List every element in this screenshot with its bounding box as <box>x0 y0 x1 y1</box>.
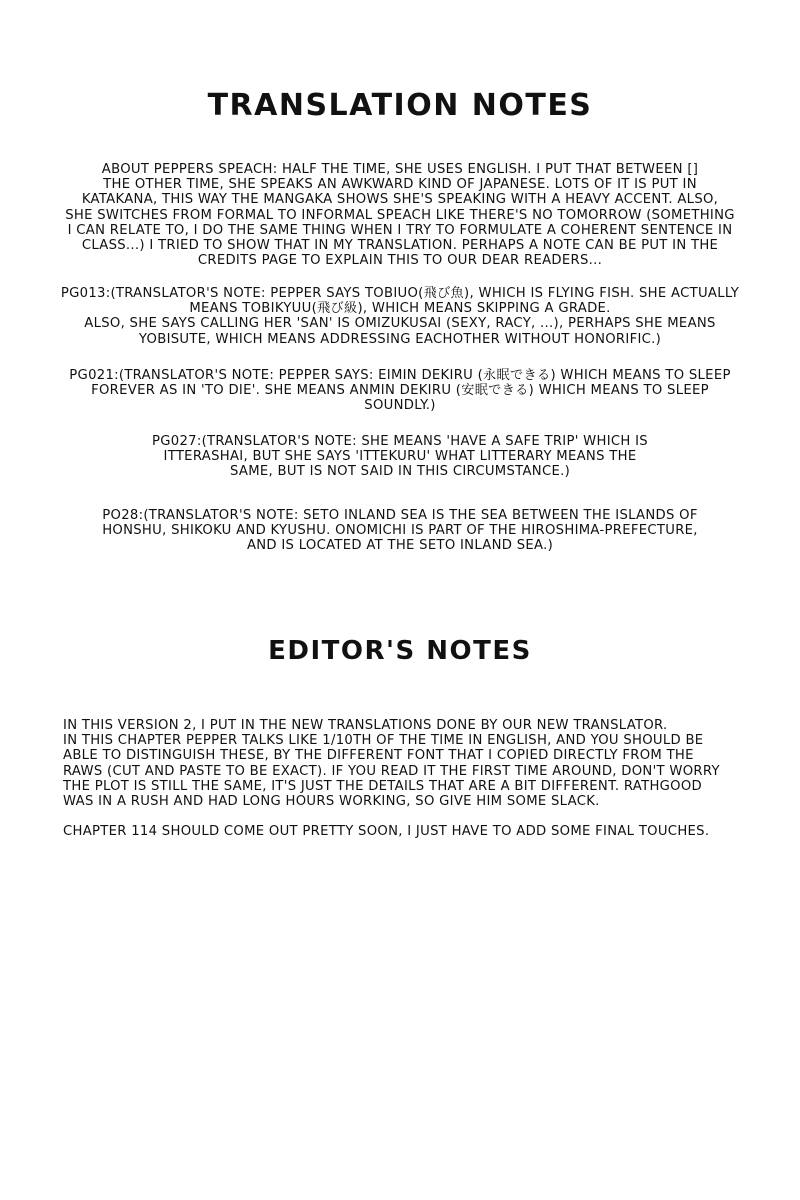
translation-notes-heading: TRANSLATION NOTES <box>207 88 593 123</box>
note-pg027: PG027:(TRANSLATOR'S NOTE: SHE MEANS 'HAVE A SAFE TRIP' WHICH IS ITTERASHAI, BUT SHE SAYS 'ITTEKURU' WHAT LITTERARY MEANS THE SAME, BUT IS NOT SAID IN THIS CIRCUMSTANCE.) <box>152 434 648 480</box>
note-about-peppers-speech: ABOUT PEPPERS SPEACH: HALF THE TIME, SHE USES ENGLISH. I PUT THAT BETWEEN [] THE OTHER TIME, SHE SPEAKS AN AWKWARD KIND OF JAPANESE. LOTS OF IT IS PUT IN KATAKANA, THIS WAY THE MANGAKA SHOWS SHE'S SPEAKING WITH A HEAVY ACCENT. ALSO, SHE SWITCHES FROM FORMAL TO INFORMAL SPEACH LIKE THERE'S NO TOMORROW (SOMETHING I CAN RELATE TO, I DO THE SAME THING WHEN I TRY TO FORMULATE A COHERENT SENTENCE IN CLASS...) I TRIED TO SHOW THAT IN MY TRANSLATION. PERHAPS A NOTE CAN BE PUT IN THE CREDITS PAGE TO EXPLAIN THIS TO OUR DEAR READERS... <box>65 162 735 269</box>
note-pg021: PG021:(TRANSLATOR'S NOTE: PEPPER SAYS: EIMIN DEKIRU (永眠できる) WHICH MEANS TO SLEEP FOREVER AS IN 'TO DIE'. SHE MEANS ANMIN DEKIRU (安眠できる) WHICH MEANS TO SLEEP SOUNDLY.) <box>69 368 731 414</box>
note-po28: PO28:(TRANSLATOR'S NOTE: SETO INLAND SEA IS THE SEA BETWEEN THE ISLANDS OF HONSHU, SHIKOKU AND KYUSHU. ONOMICHI IS PART OF THE HIROSHIMA-PREFECTURE, AND IS LOCATED AT THE SETO INLAND SEA.) <box>102 508 698 554</box>
note-pg013: PG013:(TRANSLATOR'S NOTE: PEPPER SAYS TOBIUO(飛び魚), WHICH IS FLYING FISH. SHE ACTUALLY MEANS TOBIKYUU(飛び級), WHICH MEANS SKIPPING A GRADE. ALSO, SHE SAYS CALLING HER 'SAN' IS OMIZUKUSAI (SEXY, RACY, ...), PERHAPS SHE MEANS YOBISUTE, WHICH MEANS ADDRESSING EACHOTHER WITHOUT HONORIFIC.) <box>60 286 740 347</box>
editors-note-paragraph-1: IN THIS VERSION 2, I PUT IN THE NEW TRANSLATIONS DONE BY OUR NEW TRANSLATOR. IN THIS CHAPTER PEPPER TALKS LIKE 1/10TH OF THE TIME IN ENGLISH, AND YOU SHOULD BE ABLE TO DISTINGUISH THESE, BY THE DIFFERENT FONT THAT I COPIED DIRECTLY FROM THE RAWS (CUT AND PASTE TO BE EXACT). IF YOU READ IT THE FIRST TIME AROUND, DON'T WORRY THE PLOT IS STILL THE SAME, IT'S JUST THE DETAILS THAT ARE A BIT DIFFERENT. RATHGOOD WAS IN A RUSH AND HAD LONG HOURS WORKING, SO GIVE HIM SOME SLACK. <box>63 718 720 810</box>
editors-notes-heading: EDITOR'S NOTES <box>268 636 532 666</box>
editors-note-paragraph-2: CHAPTER 114 SHOULD COME OUT PRETTY SOON, I JUST HAVE TO ADD SOME FINAL TOUCHES. <box>63 824 710 839</box>
